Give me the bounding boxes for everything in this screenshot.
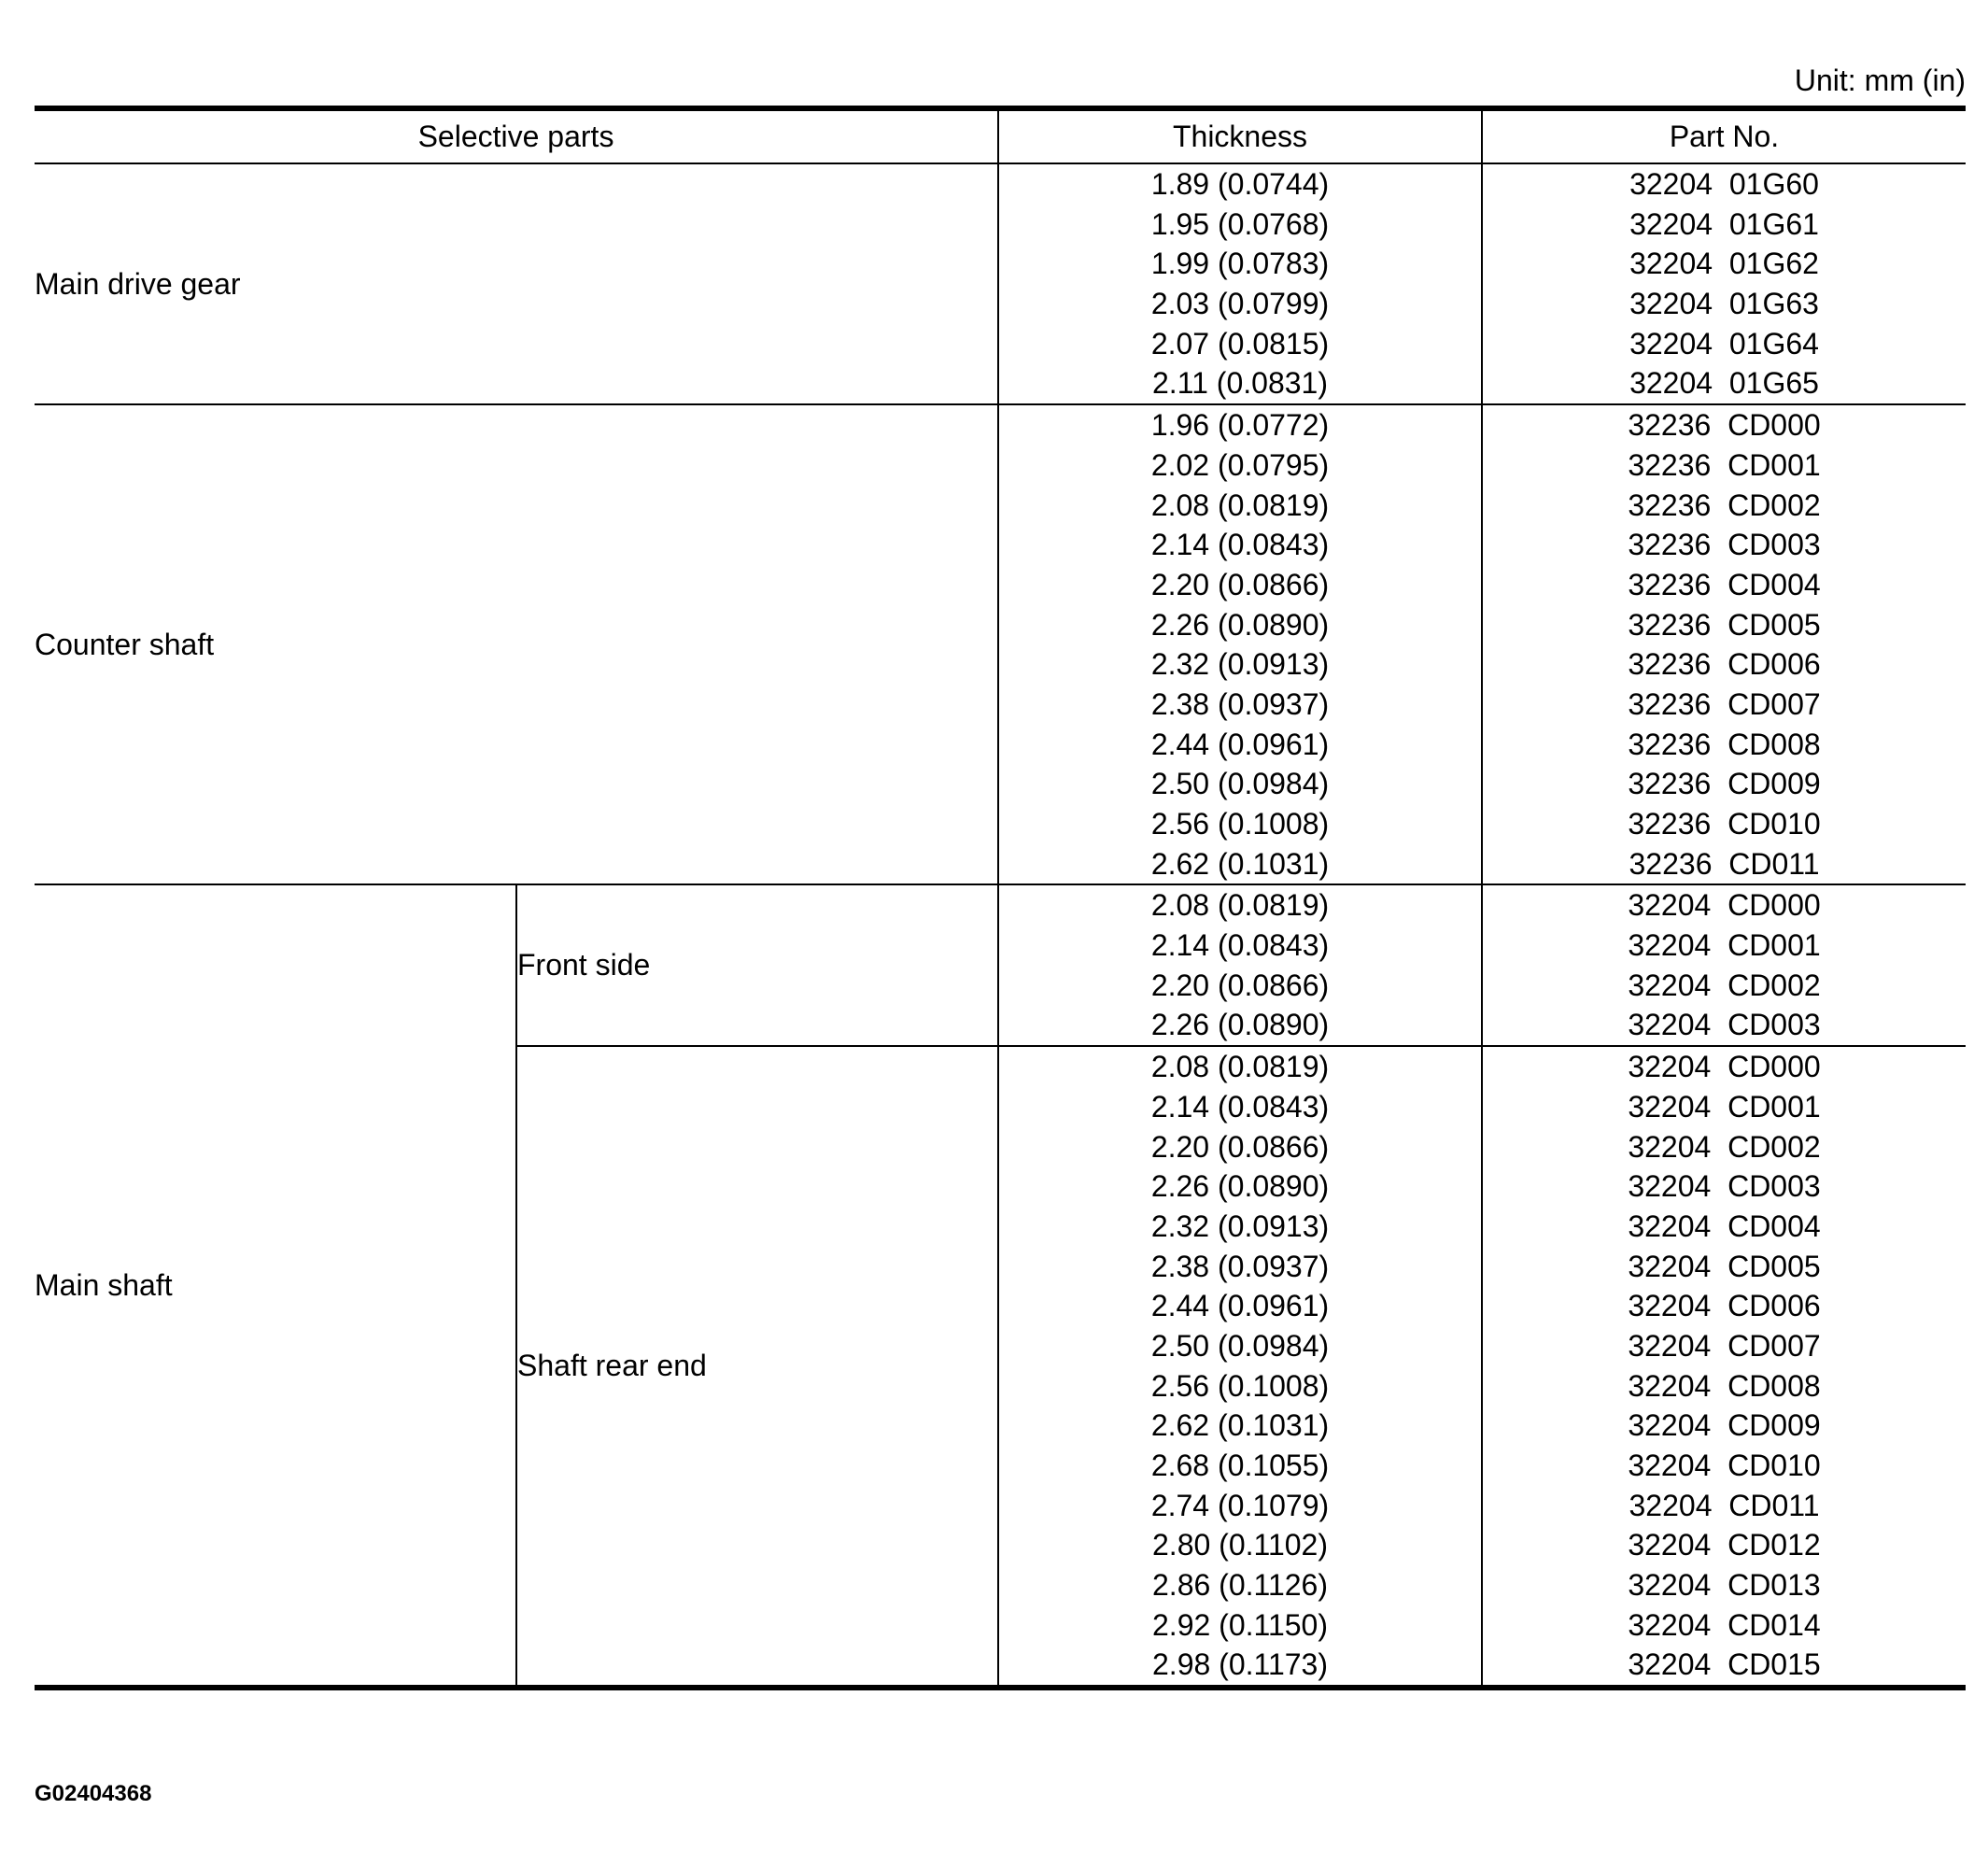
thickness-value: 2.44 (0.0961) xyxy=(1150,727,1330,761)
part-no-value: 32204 CD007 xyxy=(1628,1328,1821,1363)
thickness-value: 1.95 (0.0768) xyxy=(1150,206,1330,241)
header-thickness: Thickness xyxy=(998,108,1482,163)
part-no-value: 32236 CD006 xyxy=(1628,647,1821,682)
thickness-value: 2.38 (0.0937) xyxy=(1150,1249,1330,1283)
thickness-value: 1.89 (0.0744) xyxy=(1150,167,1330,201)
thickness-cell xyxy=(998,163,1482,404)
part-no-value: 32204 CD003 xyxy=(1628,1169,1821,1204)
table-header-row xyxy=(35,108,1966,163)
thickness-value: 2.38 (0.0937) xyxy=(1150,686,1330,721)
unit-label: Unit: mm (in) xyxy=(1794,64,1966,97)
part-no-value: 32236 CD011 xyxy=(1628,846,1820,881)
thickness-value: 1.96 (0.0772) xyxy=(1150,408,1330,443)
part-name: Main drive gear xyxy=(35,266,241,301)
thickness-value: 2.56 (0.1008) xyxy=(1150,807,1330,841)
thickness-value: 2.32 (0.0913) xyxy=(1150,647,1330,682)
thickness-value: 2.26 (0.0890) xyxy=(1150,1008,1330,1042)
thickness-value: 2.08 (0.0819) xyxy=(1150,888,1330,923)
part-name: Main shaft xyxy=(35,884,516,1688)
thickness-value: 2.62 (0.1031) xyxy=(1150,846,1330,881)
part-no-cell xyxy=(1482,884,1966,1046)
figure-id: G02404368 xyxy=(35,1781,152,1806)
part-name: Counter shaft xyxy=(35,404,998,884)
part-no-value: 32204 01G62 xyxy=(1629,247,1819,281)
part-no-value: 32236 CD008 xyxy=(1628,727,1821,761)
thickness-cell xyxy=(998,404,1482,884)
part-no-value: 32236 CD009 xyxy=(1628,767,1821,801)
part-no-value: 32204 CD009 xyxy=(1628,1408,1821,1443)
part-no-value: 32236 CD000 xyxy=(1628,408,1821,443)
thickness-value: 2.07 (0.0815) xyxy=(1150,326,1330,360)
part-no-value: 32204 CD002 xyxy=(1628,1129,1821,1164)
part-no-value: 32204 CD015 xyxy=(1628,1647,1821,1682)
thickness-value: 2.32 (0.0913) xyxy=(1150,1209,1330,1243)
thickness-value: 2.44 (0.0961) xyxy=(1150,1289,1330,1323)
part-no-value: 32204 01G65 xyxy=(1629,366,1819,401)
part-no-value: 32204 CD008 xyxy=(1628,1368,1821,1403)
thickness-value: 2.20 (0.0866) xyxy=(1150,567,1330,601)
header-selective-parts: Selective parts xyxy=(35,108,998,163)
thickness-value: 2.56 (0.1008) xyxy=(1150,1368,1330,1403)
thickness-value: 2.80 (0.1102) xyxy=(1152,1528,1328,1562)
thickness-value: 2.14 (0.0843) xyxy=(1150,928,1330,963)
part-no-cell xyxy=(1482,1046,1966,1688)
thickness-cell xyxy=(998,884,1482,1046)
thickness-value: 2.03 (0.0799) xyxy=(1150,287,1330,321)
thickness-value: 2.20 (0.0866) xyxy=(1150,968,1330,1002)
part-no-value: 32204 CD003 xyxy=(1628,1008,1821,1042)
thickness-value: 2.62 (0.1031) xyxy=(1150,1408,1330,1443)
thickness-value: 2.26 (0.0890) xyxy=(1150,607,1330,642)
part-no-value: 32204 CD000 xyxy=(1628,1050,1821,1084)
part-no-value: 32236 CD004 xyxy=(1628,567,1821,601)
part-no-value: 32204 CD001 xyxy=(1628,928,1821,963)
part-no-value: 32204 CD000 xyxy=(1628,888,1821,923)
part-no-value: 32204 CD010 xyxy=(1628,1449,1821,1482)
part-no-value: 32204 CD013 xyxy=(1628,1568,1821,1603)
header-part-no: Part No. xyxy=(1482,108,1966,163)
part-no-value: 32204 01G60 xyxy=(1629,167,1819,201)
part-no-value: 32204 01G61 xyxy=(1629,206,1819,241)
table-row-counter-shaft xyxy=(35,404,1966,884)
thickness-value: 2.74 (0.1079) xyxy=(1150,1488,1330,1522)
part-no-value: 32204 CD002 xyxy=(1628,968,1821,1002)
thickness-cell xyxy=(998,1046,1482,1688)
thickness-value: 2.50 (0.0984) xyxy=(1150,767,1330,801)
part-no-cell xyxy=(1482,404,1966,884)
part-no-value: 32204 CD012 xyxy=(1628,1528,1821,1562)
thickness-value: 2.98 (0.1173) xyxy=(1152,1647,1328,1682)
part-no-cell xyxy=(1482,163,1966,404)
table-row-main-drive-gear xyxy=(35,163,1966,404)
thickness-value: 2.11 (0.0831) xyxy=(1152,366,1328,401)
thickness-value: 2.02 (0.0795) xyxy=(1150,447,1330,482)
thickness-value: 2.08 (0.0819) xyxy=(1150,488,1330,522)
thickness-value: 2.20 (0.0866) xyxy=(1150,1129,1330,1164)
thickness-value: 2.08 (0.0819) xyxy=(1150,1050,1330,1084)
thickness-value: 2.26 (0.0890) xyxy=(1150,1169,1330,1204)
part-no-value: 32204 01G63 xyxy=(1629,287,1819,321)
selective-parts-table xyxy=(35,106,1966,1690)
thickness-value: 2.92 (0.1150) xyxy=(1152,1607,1328,1642)
thickness-value: 2.14 (0.0843) xyxy=(1150,1089,1330,1124)
part-no-value: 32204 01G64 xyxy=(1629,326,1819,360)
sub-part-name: Shaft rear end xyxy=(516,1046,998,1688)
part-no-value: 32204 CD001 xyxy=(1628,1089,1821,1124)
part-no-value: 32204 CD006 xyxy=(1628,1289,1821,1323)
part-no-value: 32236 CD005 xyxy=(1628,607,1821,642)
part-no-value: 32236 CD003 xyxy=(1628,528,1821,562)
thickness-value: 2.68 (0.1055) xyxy=(1150,1449,1330,1482)
sub-part-name: Front side xyxy=(516,884,998,1046)
part-no-value: 32236 CD010 xyxy=(1628,807,1821,841)
thickness-value: 2.14 (0.0843) xyxy=(1150,528,1330,562)
part-no-value: 32204 CD011 xyxy=(1628,1488,1820,1522)
part-no-value: 32236 CD007 xyxy=(1628,686,1821,721)
part-no-value: 32204 CD004 xyxy=(1628,1209,1821,1243)
part-no-value: 32204 CD005 xyxy=(1628,1249,1821,1283)
thickness-value: 1.99 (0.0783) xyxy=(1150,247,1330,281)
part-no-value: 32236 CD002 xyxy=(1628,488,1821,522)
thickness-value: 2.86 (0.1126) xyxy=(1152,1568,1328,1603)
thickness-value: 2.50 (0.0984) xyxy=(1150,1328,1330,1363)
part-no-value: 32236 CD001 xyxy=(1628,447,1821,482)
table-row-main-shaft-front-side xyxy=(35,884,1966,1046)
part-no-value: 32204 CD014 xyxy=(1628,1607,1821,1642)
